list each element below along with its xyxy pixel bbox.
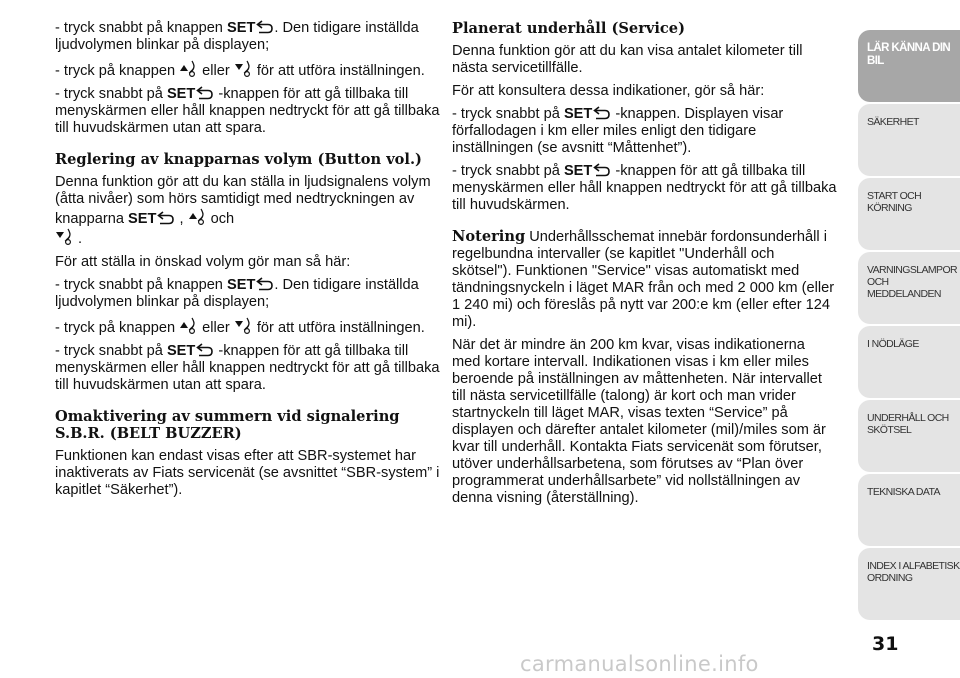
paragraph: Funktionen kan endast visas efter att SBR-systemet har inaktiverats av Fiats servicenät (se avsnittet “SBR-system” i kapitlet “Säkerhet”). [55,448,440,498]
return-arrow-icon [195,86,214,100]
return-arrow-icon [195,343,214,357]
tab-tekniska-data[interactable]: TEKNISKA DATA [858,474,960,546]
paragraph: - tryck snabbt på knappen SET . Den tidigare inställda ljudvolymen blinkar på displayen; [55,20,419,53]
watermark: carmanualsonline.info [520,652,759,676]
paragraph: - tryck snabbt på SET -knappen för att gå tillbaka till menyskärmen eller håll knappen nedtryckt för att gå tillbaka till huvudskärmen utan att spara. [55,86,440,136]
paragraph: Denna funktion gör att du kan ställa in ljudsignalens volym (åtta nivåer) som hörs samtidigt med nedtryckningen av knapparna SET , och . [55,174,431,247]
paragraph: - tryck snabbt på SET -knappen för att gå tillbaka till menyskärmen eller håll knappen nedtryckt för att gå tillbaka till huvudskärmen. [452,163,837,213]
paragraph: - tryck på knappen eller för att utföra inställningen. [55,317,440,337]
return-arrow-icon [255,277,274,291]
left-column [55,20,440,505]
volume-up-icon [179,317,198,334]
return-arrow-icon [592,106,611,120]
page-number: 31 [872,633,899,655]
tab-underhall-och-skotsel[interactable]: UNDERHÅLL OCH SKÖTSEL [858,400,960,472]
set-label: SET [563,106,593,122]
set-label: SET [166,86,196,102]
note-paragraph: Notering Underhållsschemat innebär fordonsunderhåll i regelbundna intervaller (se kapitlet "Underhåll och skötsel"). Funktionen "Service" visas automatiskt med tändningsnyckeln i läget MAR från och med 2 000 km (eller 1 240 mi) och föreslås på nytt var 200:e km (eller efter 124 mi). [452,228,835,330]
right-column [452,20,837,513]
section-heading: Reglering av knapparnas volym (Button vol.) [55,151,422,168]
paragraph: När det är mindre än 200 km kvar, visas indikationerna med kortare intervall. Indikationen visas i km eller miles beroende på inställningen av måttenheten. När intervallet till nästa servicetillfälle (talong) är kort och man vrider startnyckeln till läget MAR, visas texten “Service” på displayen och därefter antalet kilometer (mil)/miles som är kvar till underhåll. Kontakta Fiats servicenät som förutser, utöver underhållsarbetena, som förutses av “Plan över programmerat underhållsarbete” vid nollställningen av denna visning (återställning). [452,337,826,506]
set-label: SET [563,163,593,179]
tab-i-nodlage[interactable]: I NÖDLÄGE [858,326,960,398]
paragraph: För att ställa in önskad volym gör man så här: [55,254,351,270]
tab-varningslampor[interactable]: VARNINGSLAMPOR OCH MEDDELANDEN [858,252,960,324]
return-arrow-icon [592,163,611,177]
section-heading: Omaktivering av summern vid signalering S.B.R. (BELT BUZZER) [55,408,400,442]
tab-lar-kanna-din-bil[interactable]: LÄR KÄNNA DIN BIL [858,30,960,102]
paragraph: - tryck snabbt på knappen SET . Den tidigare inställda ljudvolymen blinkar på displayen; [55,277,419,310]
paragraph: Denna funktion gör att du kan visa antalet kilometer till nästa servicetillfälle. [452,43,803,76]
paragraph: - tryck snabbt på SET -knappen. Displayen visar förfallodagen i km eller miles enligt den tidigare inställningen (se avsnitt “Måttenhet”). [452,106,784,156]
chapter-tabs [858,0,960,678]
paragraph: - tryck på knappen eller för att utföra inställningen. [55,60,440,80]
return-arrow-icon [156,211,175,225]
set-label: SET [226,277,256,293]
volume-down-icon [55,228,74,245]
paragraph: För att konsultera dessa indikationer, gör så här: [452,83,765,99]
return-arrow-icon [255,20,274,34]
section-heading: Planerat underhåll (Service) [452,20,685,37]
volume-up-icon [188,208,207,225]
set-label: SET [166,343,196,359]
tab-start-och-korning[interactable]: START OCH KÖRNING [858,178,960,250]
tab-index[interactable]: INDEX I ALFABETISK ORDNING [858,548,960,620]
set-label: SET [226,20,256,36]
note-label: Notering [452,228,526,245]
set-label: SET [128,211,157,227]
paragraph: - tryck snabbt på SET -knappen för att gå tillbaka till menyskärmen eller håll knappen nedtryckt för att gå tillbaka till huvudskärmen utan att spara. [55,343,440,393]
volume-down-icon [234,317,253,334]
tab-sakerhet[interactable]: SÄKERHET [858,104,960,176]
volume-down-icon [234,60,253,77]
volume-up-icon [179,60,198,77]
